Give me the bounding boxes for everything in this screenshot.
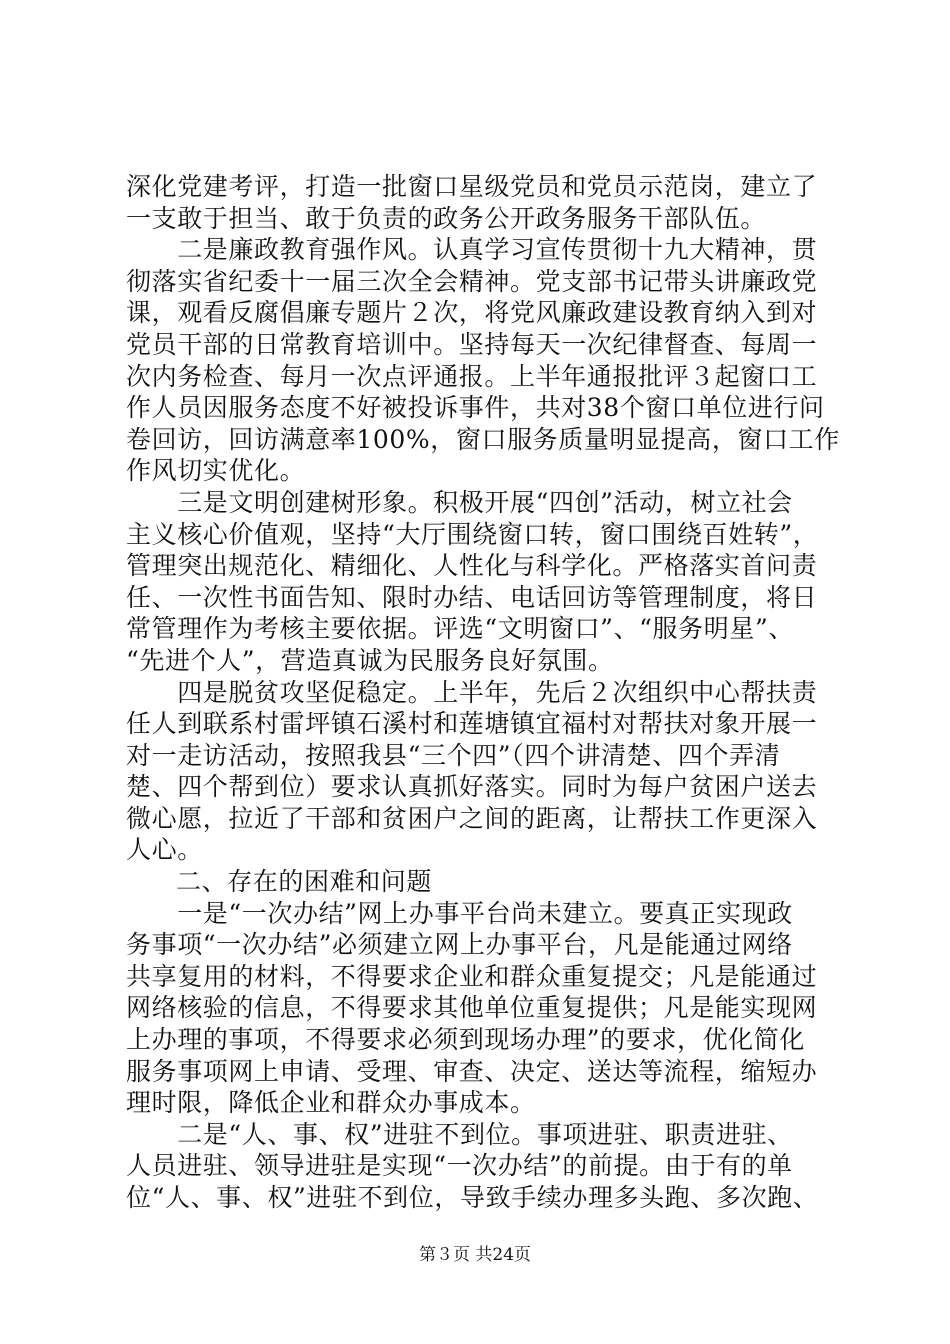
text-line: 卷回访，回访满意率100%，窗口服务质量明显提高，窗口工作: [126, 424, 840, 454]
text-line: 作人员因服务态度不好被投诉事件，共对38个窗口单位进行问: [126, 393, 825, 423]
section-heading: 二、存在的困难和问题: [176, 867, 433, 897]
page-footer: [0, 1244, 950, 1266]
text-line: 理时限，降低企业和群众办事成本。: [126, 1088, 536, 1118]
text-line: 位“人、事、权”进驻不到位，导致手续办理多头跑、多次跑、: [126, 1183, 819, 1212]
text-line: 共享复用的材料，不得要求企业和群众重复提交；凡是能通过: [126, 961, 818, 991]
text-line: 四是脱贫攻坚促稳定。上半年，先后２次组织中心帮扶责: [126, 677, 818, 707]
text-line: 二是“人、事、权”进驻不到位。事项进驻、职责进驻、: [126, 1119, 793, 1149]
text-line: 人员进驻、领导进驻是实现“一次办结”的前提。由于有的单: [126, 1151, 793, 1181]
text-line: 彻落实省纪委十一届三次全会精神。党支部书记带头讲廉政党: [126, 266, 818, 296]
text-line: 任、一次性书面告知、限时办结、电话回访等管理制度，将日: [126, 582, 818, 612]
text-line: 次内务检查、每月一次点评通报。上半年通报批评３起窗口工: [126, 361, 818, 391]
text-line: 任人到联系村雷坪镇石溪村和莲塘镇宜福村对帮扶对象开展一: [126, 709, 818, 739]
text-line: 服务事项网上申请、受理、审查、决定、送达等流程，缩短办: [126, 1056, 818, 1086]
page-number: 第３页 共24页: [418, 1245, 532, 1265]
text-line: 一是“一次办结”网上办事平台尚未建立。要真正实现政: [126, 898, 793, 928]
text-line: 党员干部的日常教育培训中。坚持每天一次纪律督查、每周一: [126, 329, 818, 359]
text-line: 人心。: [126, 835, 203, 865]
text-line: 三是文明创建树形象。积极开展“四创”活动，树立社会: [126, 487, 793, 517]
text-line: 务事项“一次办结”必须建立网上办事平台，凡是能通过网络: [126, 930, 793, 960]
text-line: 二是廉政教育强作风。认真学习宣传贯彻十九大精神，贯: [126, 235, 818, 265]
text-line: 网络核验的信息，不得要求其他单位重复提供；凡是能实现网: [126, 993, 818, 1023]
text-line: 一支敢于担当、敢于负责的政务公开政务服务干部队伍。: [126, 203, 767, 233]
text-line: 微心愿，拉近了干部和贫困户之间的距离，让帮扶工作更深入: [126, 803, 818, 833]
document-body: [126, 171, 848, 1214]
text-line: 课，观看反腐倡廉专题片２次，将党风廉政建设教育纳入到对: [126, 298, 818, 328]
text-line: 上办理的事项，不得要求必须到现场办理”的要求，优化简化: [126, 1025, 805, 1055]
text-line: 对一走访活动，按照我县“三个四”（四个讲清楚、四个弄清: [126, 740, 781, 770]
text-line: 管理突出规范化、精细化、人性化与科学化。严格落实首问责: [126, 551, 818, 581]
text-line: 主义核心价值观，坚持“大厅围绕窗口转，窗口围绕百姓转”，: [126, 519, 819, 549]
text-line: 作风切实优化。: [126, 456, 306, 486]
text-line: 常管理作为考核主要依据。评选“文明窗口”、“服务明星”、: [126, 614, 794, 644]
text-line: “先进个人”，营造真诚为民服务良好氛围。: [126, 645, 614, 675]
text-line: 深化党建考评，打造一批窗口星级党员和党员示范岗，建立了: [126, 172, 818, 201]
text-line: 楚、四个帮到位）要求认真抓好落实。同时为每户贫困户送去: [126, 772, 818, 802]
